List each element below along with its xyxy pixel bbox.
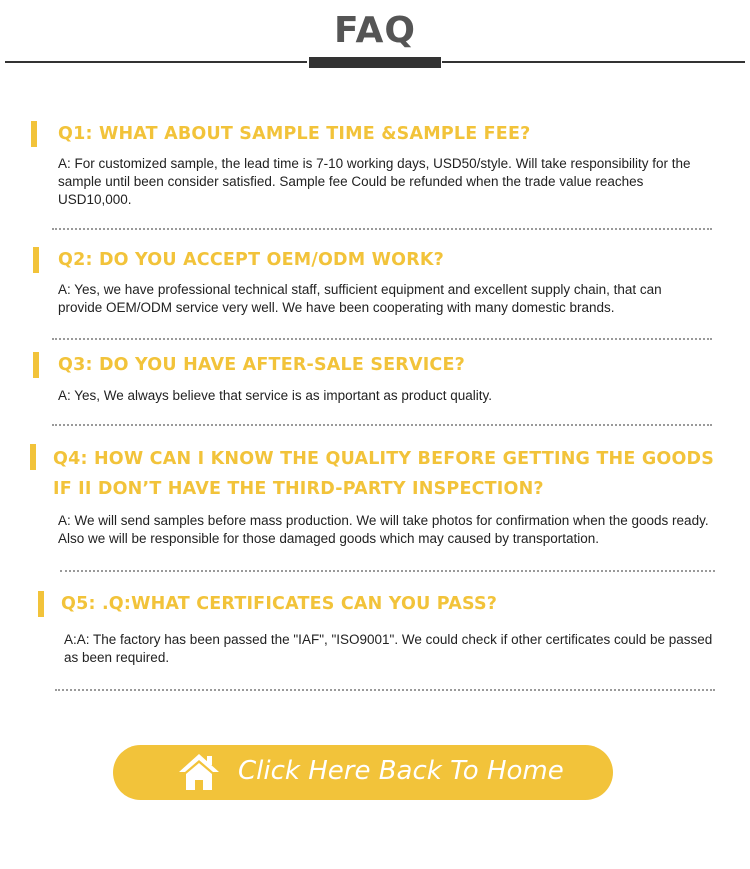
faq-question: Q5: .Q:WHAT CERTIFICATES CAN YOU PASS? (61, 594, 498, 614)
question-marker (33, 247, 39, 273)
header-rule-left (5, 61, 307, 63)
faq-question: Q2: DO YOU ACCEPT OEM/ODM WORK? (58, 250, 445, 270)
faq-answer: A: We will send samples before mass production. We will take photos for confirmation when the goods ready. Also we will be responsible for those damaged goods which may caused by transportation. (58, 513, 709, 546)
home-icon (177, 752, 221, 792)
divider (55, 689, 715, 691)
question-marker (30, 444, 36, 470)
divider (52, 338, 712, 340)
back-to-home-button[interactable] (113, 745, 613, 800)
question-marker (38, 591, 44, 617)
faq-answer: A: Yes, We always believe that service is as important as product quality. (58, 388, 492, 403)
faq-answer: A:A: The factory has been passed the "IAF", "ISO9001". We could check if other certificates could be passed as been required. (64, 632, 713, 665)
header-rule-right (442, 61, 745, 63)
question-marker (31, 121, 37, 147)
faq-answer: A: Yes, we have professional technical staff, sufficient equipment and excellent supply chain, that can provide OEM/ODM service very well. We have been cooperating with many domestic brands. (58, 282, 662, 315)
back-to-home-label: Click Here Back To Home (238, 756, 564, 786)
faq-answer: A: For customized sample, the lead time is 7-10 working days, USD50/style. Will take responsibility for the sample until been consider satisfied. Sample fee Could be refunded when the trade value reaches USD10,000. (58, 156, 691, 207)
header-rule-bar (309, 57, 441, 68)
divider (52, 424, 712, 426)
page-title: FAQ (334, 10, 416, 51)
divider (52, 228, 712, 230)
divider (60, 570, 715, 572)
faq-question: Q3: DO YOU HAVE AFTER-SALE SERVICE? (58, 355, 465, 375)
faq-question: Q1: WHAT ABOUT SAMPLE TIME &SAMPLE FEE? (58, 124, 531, 144)
question-marker (33, 352, 39, 378)
faq-question: Q4: HOW CAN I KNOW THE QUALITY BEFORE GETTING THE GOODS IF II DON’T HAVE THE THIRD-PARTY INSPECTION? (53, 449, 715, 499)
